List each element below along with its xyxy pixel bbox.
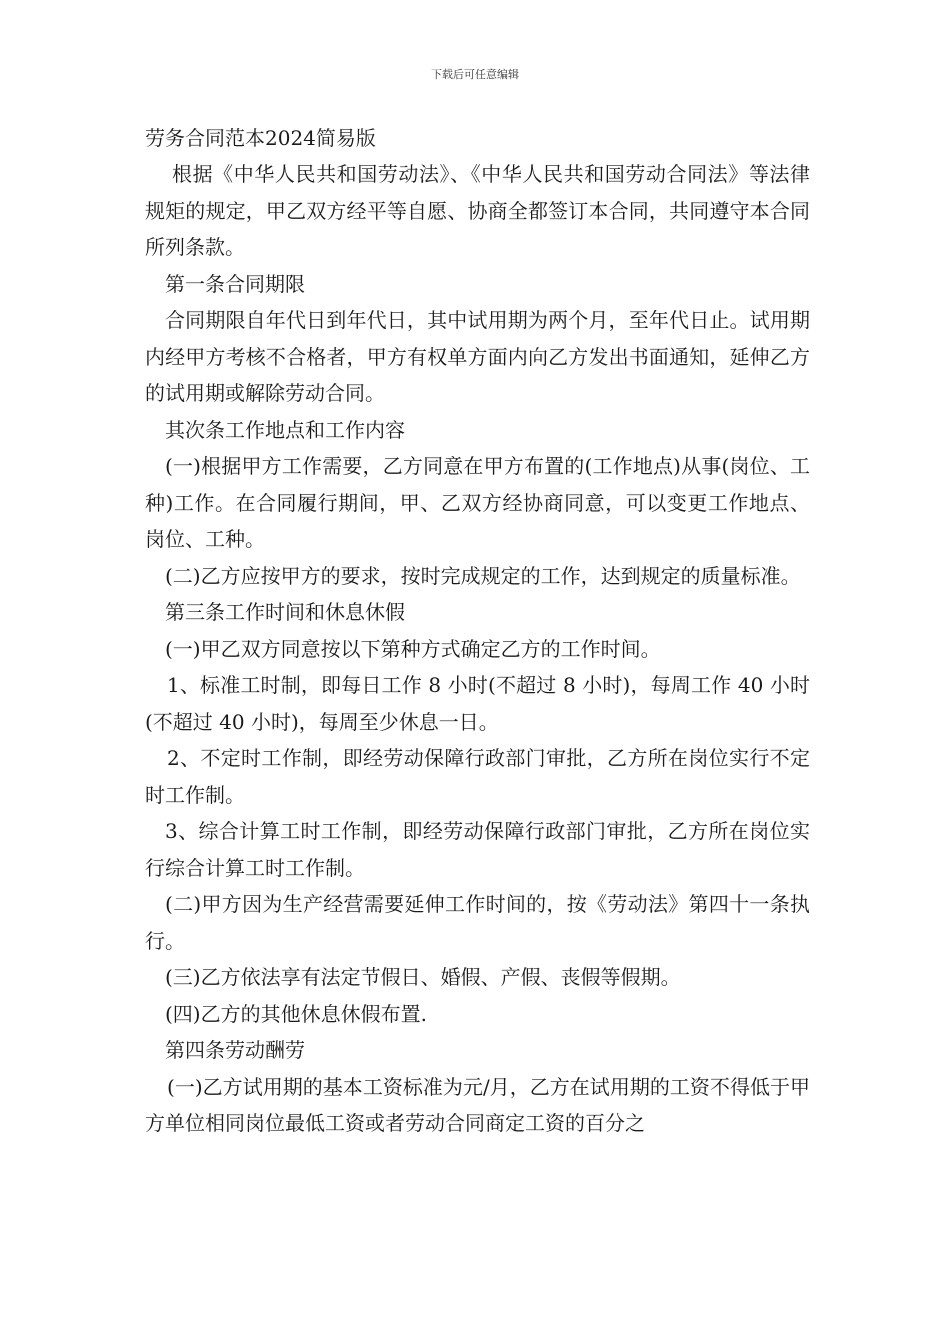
paragraph: 根据《中华人民共和国劳动法》、《中华人民共和国劳动合同法》等法律规矩的规定，甲乙双方经平等自愿、协商全都签订本合同，共同遵守本合同所列条款。 [145, 162, 810, 259]
paragraph: (一)乙方试用期的基本工资标准为元/月，乙方在试用期的工资不得低于甲方单位相同岗位最低工资或者劳动合同商定工资的百分之 [145, 1074, 810, 1135]
document-body [145, 120, 810, 1142]
paragraph: 3、综合计算工时工作制，即经劳动保障行政部门审批，乙方所在岗位实行综合计算工时工作制。 [145, 819, 810, 880]
document-title: 劳务合同范本2024简易版 [145, 126, 376, 150]
section-heading: 第三条工作时间和休息休假 [165, 600, 405, 624]
paragraph: (一)甲乙双方同意按以下第种方式确定乙方的工作时间。 [165, 636, 661, 661]
paragraph: 合同期限自年代日到年代日，其中试用期为两个月，至年代日止。试用期内经甲方考核不合格者，甲方有权单方面内向乙方发出书面通知，延伸乙方的试用期或解除劳动合同。 [145, 308, 810, 405]
paragraph: (三)乙方依法享有法定节假日、婚假、产假、丧假等假期。 [165, 965, 681, 989]
paragraph: 1、标准工时制，即每日工作 8 小时(不超过 8 小时)，每周工作 40 小时(不超过 40 小时)，每周至少休息一日。 [145, 673, 810, 734]
section-heading: 第四条劳动酬劳 [165, 1038, 305, 1062]
page-header: 下载后可任意编辑 [431, 68, 519, 81]
section-heading: 第一条合同期限 [165, 271, 305, 296]
paragraph: (二)甲方因为生产经营需要延伸工作时间的，按《劳动法》第四十一条执行。 [145, 892, 810, 953]
section-heading: 其次条工作地点和工作内容 [165, 417, 405, 442]
paragraph: 2、不定时工作制，即经劳动保障行政部门审批，乙方所在岗位实行不定时工作制。 [145, 746, 810, 807]
paragraph: (一)根据甲方工作需要，乙方同意在甲方布置的(工作地点)从事(岗位、工种)工作。在合同履行期间，甲、乙双方经协商同意，可以变更工作地点、岗位、工种。 [145, 454, 810, 551]
paragraph: (四)乙方的其他休息休假布置. [165, 1001, 427, 1026]
paragraph: (二)乙方应按甲方的要求，按时完成规定的工作，达到规定的质量标准。 [165, 563, 801, 588]
